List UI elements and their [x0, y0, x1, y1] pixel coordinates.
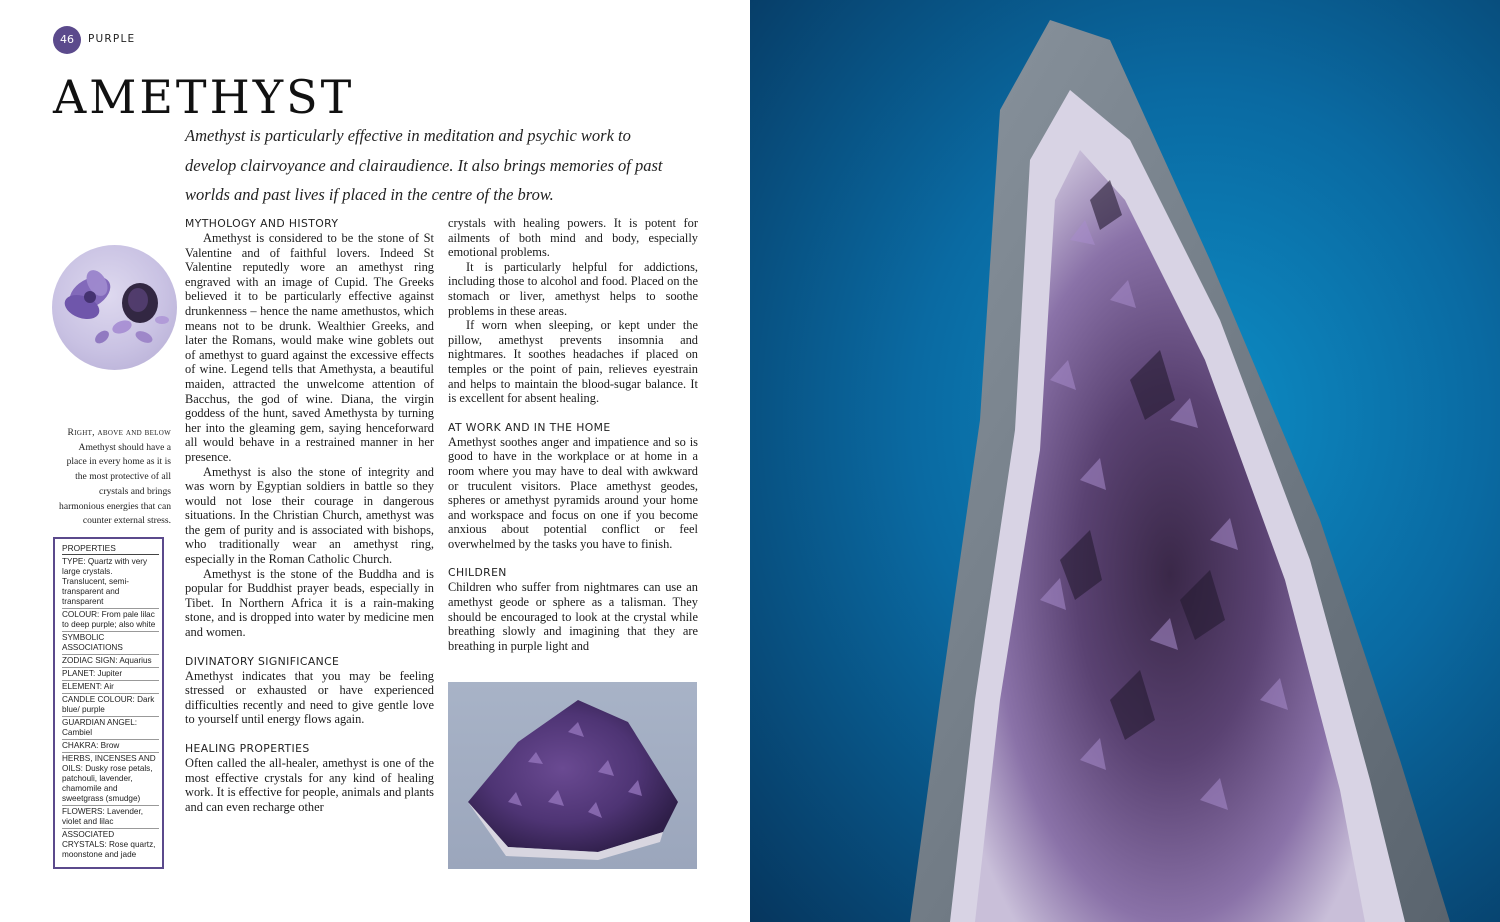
geode-photo-page	[750, 0, 1500, 922]
page-title: AMETHYST	[53, 70, 355, 124]
photo-caption	[58, 426, 171, 529]
text-column-2	[448, 216, 698, 653]
mythology-paragraph-2: Amethyst is also the stone of integrity and was worn by Egyptian soldiers in battle so they would not lose their courage in dangerous situations. In the Christian Church, amethyst was the gem of purity and is associated with bishops, who traditionally wear an amethyst ring, especially in the Roman Catholic Church.	[185, 464, 434, 567]
divinatory-paragraph: Amethyst indicates that you may be feeling stressed or exhausted or have experienced difficulties recently and need to give gentle love to yourself until energy flows again.	[185, 668, 434, 727]
property-row: ASSOCIATED CRYSTALS: Rose quartz, moonstone and jade	[62, 830, 156, 859]
property-row: GUARDIAN ANGEL: Cambiel	[62, 717, 159, 740]
healing-paragraph-2: It is particularly helpful for addictions, including those to alcohol and food. Placed on the stomach or liver, amethyst helps to soothe problems in these areas.	[448, 259, 698, 318]
property-row: ELEMENT: Air	[62, 681, 159, 694]
properties-heading: PROPERTIES	[62, 543, 159, 555]
property-row: HERBS, INCENSES AND OILS: Dusky rose petals, patchouli, lavender, chamomile and sweetgrass (smudge)	[62, 753, 159, 806]
work-heading: AT WORK AND IN THE HOME	[448, 420, 611, 434]
work-paragraph: Amethyst soothes anger and impatience and so is good to have in the workplace or at home in a room where you may have to deal with awkward or truculent visitors. Place amethyst geodes, spheres or amethyst pyramids around your home and workspace and focus on one if you become anxious about potential conflict or feel overwhelmed by the tasks you have to finish.	[448, 434, 698, 551]
amethyst-geode-photo	[750, 0, 1500, 922]
property-row: ZODIAC SIGN: Aquarius	[62, 655, 159, 668]
mythology-paragraph-3: Amethyst is the stone of the Buddha and is popular for Buddhist prayer beads, especially in Tibet. In Northern Africa it is a rain-making stone, and is dropped into water by medicine men and women.	[185, 566, 434, 640]
mythology-paragraph-1: Amethyst is considered to be the stone of St Valentine and of faithful lovers. Indeed St Valentine reputedly wore an amethyst ring engraved with an image of Cupid. The Greeks believed it to be particularly effective against drunkenness – hence the name amethustos, which means not to be drunk. Wealthier Greeks, and later the Romans, would make wine goblets out of amethyst to guard against the excessive effects of wine. Legend tells that Amethysta, a beautiful maiden, attracted the unwelcome attention of Bacchus, the god of wine. Diana, the virgin goddess of the hunt, saved Amethysta by turning her into the gleaming gem, saying henceforward all would behave in a restrained manner in her presence.	[185, 231, 434, 464]
page-number-badge: 46	[53, 26, 81, 54]
intro-text: Amethyst is particularly effective in meditation and psychic work to develop clairvoyance and clairaudience. It also brings memories of past worlds and past lives if placed in the centre of the brow.	[185, 126, 663, 204]
healing-continued: crystals with healing powers. It is potent for ailments of both mind and body, especially emotional problems.	[448, 216, 698, 260]
property-row: PLANET: Jupiter	[62, 668, 159, 681]
section-label: PURPLE	[88, 33, 136, 45]
healing-paragraph-3: If worn when sleeping, or kept under the pillow, amethyst prevents insomnia and nightmares. It soothes headaches if placed on temples or the point of pain, relieves eyestrain and helps to maintain the blood-sugar balance. It is excellent for absent healing.	[448, 318, 698, 406]
divinatory-heading: DIVINATORY SIGNIFICANCE	[185, 654, 340, 668]
children-paragraph: Children who suffer from nightmares can use an amethyst geode or sphere as a talisman. They should be encouraged to look at the crystal while breathing slowly and imagining that they are breathing in purple light and	[448, 580, 698, 653]
amethyst-cluster-photo	[448, 682, 697, 869]
caption-text: Amethyst should have a place in every home as it is the most protective of all crystals and brings harmonious energies that can counter external stress.	[59, 441, 171, 527]
healing-paragraph-1: Often called the all-healer, amethyst is one of the most effective crystals for any kind of healing work. It is effective for people, animals and plants and can even recharge other	[185, 756, 434, 814]
mythology-heading: MYTHOLOGY AND HISTORY	[185, 217, 339, 230]
property-row: SYMBOLIC ASSOCIATIONS	[62, 632, 159, 655]
properties-box	[53, 537, 164, 869]
property-row: TYPE: Quartz with very large crystals. Translucent, semi-transparent and transparent	[62, 556, 159, 609]
healing-heading: HEALING PROPERTIES	[185, 742, 310, 755]
amethyst-flowers-photo	[52, 245, 177, 370]
property-row: CANDLE COLOUR: Dark blue/ purple	[62, 694, 159, 717]
property-row: COLOUR: From pale lilac to deep purple; also white	[62, 609, 159, 632]
text-column-1	[185, 216, 434, 814]
property-row: CHAKRA: Brow	[62, 740, 159, 753]
property-row: FLOWERS: Lavender, violet and lilac	[62, 806, 159, 829]
children-heading: CHILDREN	[448, 566, 507, 580]
caption-heading: Right, above and below	[67, 427, 171, 438]
